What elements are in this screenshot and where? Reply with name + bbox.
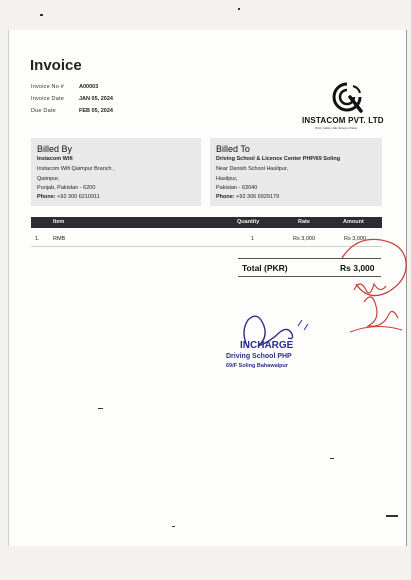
billed-by-address-1: Instacom Wifi Qaimpur Branch , — [37, 166, 115, 172]
billed-by-name: Instacom Wifi — [37, 156, 73, 162]
billed-by-phone-value: +92 300 6210911 — [57, 194, 100, 200]
row-quantity: 1 — [251, 236, 255, 242]
due-date-label: Due Date — [31, 108, 56, 114]
scan-speck — [386, 515, 398, 517]
billed-to-address-1: Near Danish School Hasilpur, — [216, 166, 288, 172]
row-amount: Rs 3,000 — [344, 236, 367, 242]
company-name: INSTACOM PVT. LTD — [302, 116, 384, 125]
billed-to-heading: Billed To — [216, 144, 250, 154]
billed-by-heading: Billed By — [37, 144, 73, 154]
header-quantity: Quantity — [237, 219, 260, 225]
billed-by-address-3: Punjab, Pakistan - 6200 — [37, 185, 96, 191]
row-index: 1. — [35, 236, 40, 242]
company-tagline: Wi-Fi Cable Olas Solemn Paste — [315, 126, 358, 130]
items-table-header — [31, 217, 382, 228]
scan-speck — [238, 8, 240, 10]
header-rate: Rate — [298, 219, 310, 225]
company-logo-icon — [330, 80, 364, 114]
official-stamp — [218, 312, 318, 376]
billed-to-phone-label: Phone: — [216, 194, 235, 200]
handwritten-signature — [336, 232, 411, 337]
invoice-number-value: A00003 — [79, 84, 99, 90]
row-rate: Rs 3,000 — [293, 236, 316, 242]
scan-speck — [98, 408, 103, 409]
row-divider — [31, 246, 382, 247]
total-label: Total (PKR) — [242, 263, 288, 273]
billed-to-phone — [216, 194, 279, 200]
scan-speck — [330, 458, 334, 459]
billed-by-phone — [37, 194, 100, 200]
total-value: Rs 3,000 — [340, 263, 375, 273]
due-date-value: FEB 05, 2024 — [79, 108, 113, 114]
stamp-line-1: INCHARGE — [240, 340, 294, 351]
header-amount: Amount — [343, 219, 364, 225]
billed-to-name: Driving School & Licence Center PHP/69 Soling — [216, 156, 341, 162]
billed-to-phone-value: +92 306 6929179 — [236, 194, 280, 200]
billed-by-address-2: Qaimpur, — [37, 176, 60, 182]
header-item: Item — [53, 219, 65, 225]
stamp-line-2: Driving School PHP — [226, 353, 292, 360]
invoice-title: Invoice — [30, 57, 82, 74]
billed-to-address-2: Hasilpur, — [216, 176, 238, 182]
invoice-date-value: JAN 05, 2024 — [79, 96, 113, 102]
scan-speck — [40, 14, 43, 16]
stamp-line-3: 69/F Soling Bahawalpur — [226, 363, 289, 369]
scan-speck — [172, 526, 175, 527]
row-item: RMB — [53, 236, 66, 242]
billed-to-address-3: Pakistan - 63040 — [216, 185, 258, 191]
invoice-date-label: Invoice Date — [31, 96, 64, 102]
billed-by-phone-label: Phone: — [37, 194, 56, 200]
invoice-number-label: Invoice No # — [31, 84, 64, 90]
